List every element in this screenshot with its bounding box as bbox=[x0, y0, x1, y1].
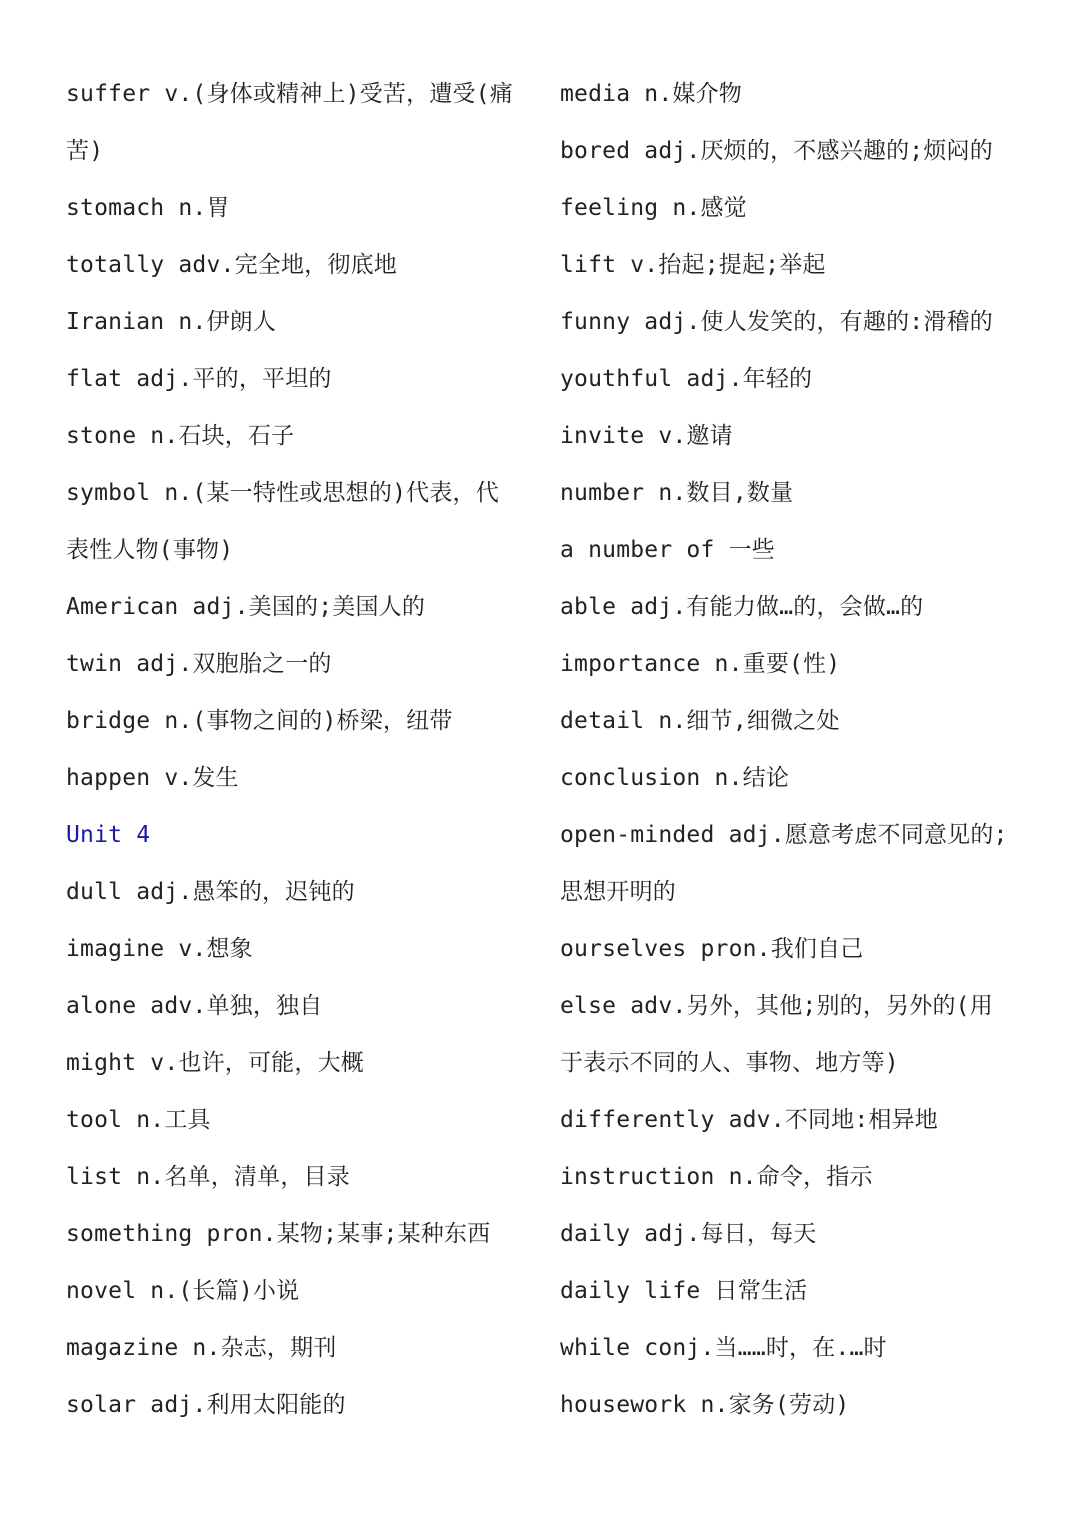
vocab-line: daily life 日常生活 bbox=[560, 1278, 808, 1304]
vocab-line: detail n.细节,细微之处 bbox=[560, 708, 840, 734]
vocab-line: something pron.某物;某事;某种东西 bbox=[66, 1221, 491, 1247]
vocab-line: else adv.另外，其他;别的，另外的(用 bbox=[560, 993, 993, 1019]
vocab-line: invite v.邀请 bbox=[560, 423, 733, 449]
vocab-line: Iranian n.伊朗人 bbox=[66, 309, 277, 335]
vocab-line: solar adj.利用太阳能的 bbox=[66, 1392, 346, 1418]
vocab-line: a number of 一些 bbox=[560, 537, 775, 563]
vocab-line: might v.也许，可能，大概 bbox=[66, 1050, 364, 1076]
vocab-line: number n.数目,数量 bbox=[560, 480, 794, 506]
vocab-line: list n.名单，清单，目录 bbox=[66, 1164, 350, 1190]
vocab-line: totally adv.完全地，彻底地 bbox=[66, 252, 397, 278]
vocab-line: suffer v.(身体或精神上)受苦，遭受(痛 bbox=[66, 81, 513, 107]
vocab-line: tool n.工具 bbox=[66, 1107, 211, 1133]
left-column bbox=[66, 66, 536, 1434]
vocab-line: instruction n.命令，指示 bbox=[560, 1164, 873, 1190]
vocab-line: bridge n.(事物之间的)桥梁，纽带 bbox=[66, 708, 453, 734]
vocab-line: able adj.有能力做…的，会做…的 bbox=[560, 594, 924, 620]
vocab-line: symbol n.(某一特性或思想的)代表，代 bbox=[66, 480, 499, 506]
vocab-line: magazine n.杂志，期刊 bbox=[66, 1335, 337, 1361]
vocab-line: conclusion n.结论 bbox=[560, 765, 790, 791]
vocab-line: open-minded adj.愿意考虑不同意见的; bbox=[560, 822, 1008, 848]
vocab-line: flat adj.平的，平坦的 bbox=[66, 366, 332, 392]
vocab-line: stomach n.胃 bbox=[66, 195, 230, 221]
vocab-line: imagine v.想象 bbox=[66, 936, 253, 962]
vocab-line: alone adv.单独，独自 bbox=[66, 993, 323, 1019]
vocab-line: novel n.(长篇)小说 bbox=[66, 1278, 300, 1304]
vocab-line: 苦) bbox=[66, 138, 104, 164]
vocab-line: youthful adj.年轻的 bbox=[560, 366, 813, 392]
right-column bbox=[560, 66, 1030, 1434]
vocab-line: media n.媒介物 bbox=[560, 81, 742, 107]
vocab-line: happen v.发生 bbox=[66, 765, 239, 791]
vocab-line: dull adj.愚笨的，迟钝的 bbox=[66, 879, 355, 905]
unit-heading: Unit 4 bbox=[66, 822, 151, 848]
vocab-line: funny adj.使人发笑的，有趣的:滑稽的 bbox=[560, 309, 993, 335]
vocab-line: American adj.美国的;美国人的 bbox=[66, 594, 426, 620]
vocab-line: importance n.重要(性) bbox=[560, 651, 841, 677]
vocab-line: feeling n.感觉 bbox=[560, 195, 747, 221]
vocab-line: 思想开明的 bbox=[560, 879, 676, 905]
vocab-line: while conj.当……时，在.…时 bbox=[560, 1335, 887, 1361]
vocab-line: twin adj.双胞胎之一的 bbox=[66, 651, 332, 677]
vocab-line: 于表示不同的人、事物、地方等) bbox=[560, 1050, 899, 1076]
vocab-line: bored adj.厌烦的，不感兴趣的;烦闷的 bbox=[560, 138, 993, 164]
vocab-line: stone n.石块，石子 bbox=[66, 423, 295, 449]
vocab-line: 表性人物(事物) bbox=[66, 537, 234, 563]
vocab-line: housework n.家务(劳动) bbox=[560, 1392, 850, 1418]
vocab-line: daily adj.每日，每天 bbox=[560, 1221, 817, 1247]
vocab-line: differently adv.不同地:相异地 bbox=[560, 1107, 939, 1133]
vocab-line: lift v.抬起;提起;举起 bbox=[560, 252, 826, 278]
vocab-line: ourselves pron.我们自己 bbox=[560, 936, 864, 962]
